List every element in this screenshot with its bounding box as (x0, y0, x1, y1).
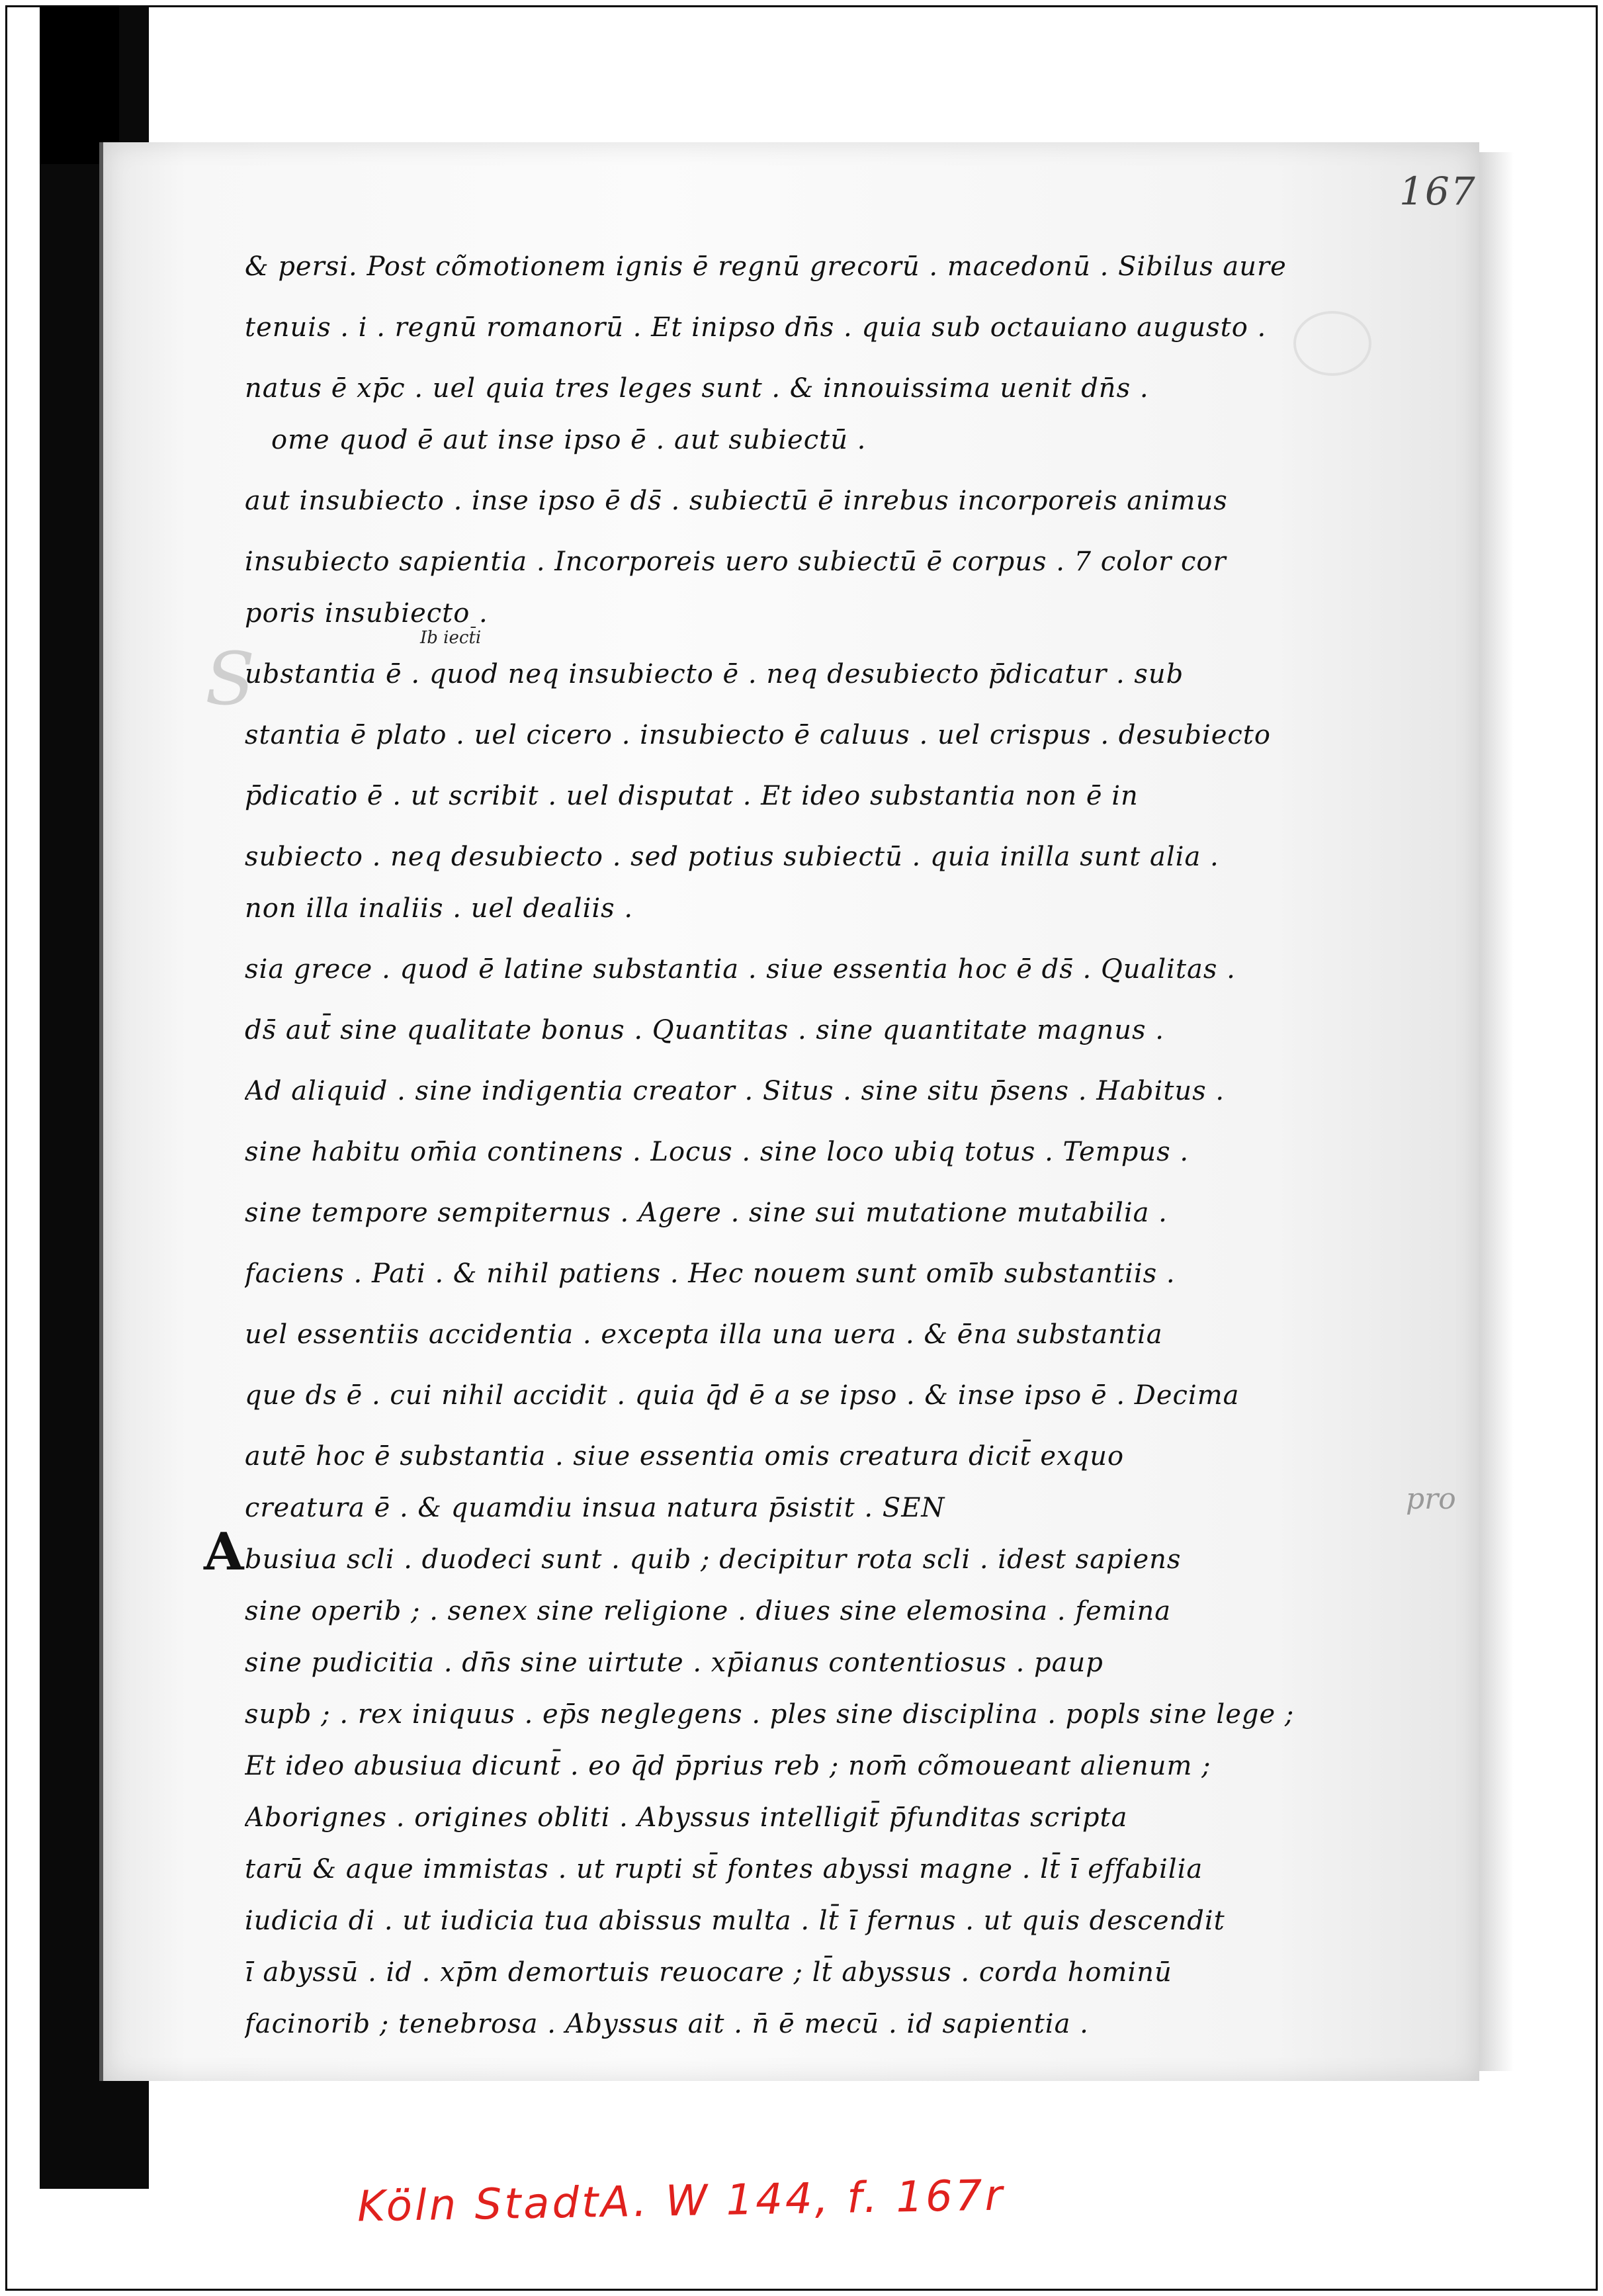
text-line: sine tempore sempiternus . Agere . sine sui mutatione mutabilia . (245, 1198, 1168, 1228)
text-line: tenuis . i . regnū romanorū . Et inipso dn̄s . quia sub octauiano augusto . (245, 312, 1267, 343)
facing-page-edge (1474, 152, 1514, 2071)
text-line: non illa inaliis . uel dealiis . (245, 893, 634, 924)
text-line: tarū & aque immistas . ut rupti st̄ fontes abyssi magne . lt̄ ī effabilia (245, 1854, 1203, 1884)
text-line: Ad aliquid . sine indigentia creator . Situs . sine situ p̄sens . Habitus . (245, 1076, 1225, 1106)
text-line: stantia ē plato . uel cicero . insubiecto ē caluus . uel crispus . desubiecto (245, 720, 1271, 750)
text-line: insubiecto sapientia . Incorporeis uero subiectū ē corpus . 7 color cor (245, 547, 1227, 577)
text-line: sine operib ; . senex sine religione . diues sine elemosina . femina (245, 1596, 1172, 1626)
text-line: Aborignes . origines obliti . Abyssus intelligit̄ p̄funditas scripta (245, 1802, 1128, 1833)
text-line: ds̄ aut̄ sine qualitate bonus . Quantitas . sine quantitate magnus . (245, 1015, 1164, 1045)
text-line: sia grece . quod ē latine substantia . siue essentia hoc ē ds̄ . Qualitas . (245, 954, 1236, 985)
text-line: supb ; . rex iniquus . ep̄s neglegens . ples sine disciplina . popls sine lege ; (245, 1699, 1295, 1730)
text-line: iudicia di . ut iudicia tua abissus multa . lt̄ ī fernus . ut quis descendit (245, 1906, 1225, 1936)
margin-note: pro (1406, 1482, 1456, 1516)
manuscript-text (204, 228, 1383, 2047)
text-line: poris insubiecto . (245, 598, 488, 629)
faded-initial-s: S (205, 637, 255, 721)
text-line: ome quod ē aut inse ipso ē . aut subiectū . (271, 425, 867, 455)
paragraph-abusiua (204, 1522, 1383, 1582)
text-line: aut insubiecto . inse ipso ē ds̄ . subiectū ē inrebus incorporeis animus (245, 486, 1228, 516)
text-line: sine habitu om̄ia continens . Locus . sine loco ubiq totus . Tempus . (245, 1137, 1190, 1167)
paragraph-substantia (205, 628, 1383, 721)
text-line: ubstantia ē . quod neq insubiecto ē . neq desubiecto p̄dicatur . sub (245, 659, 1184, 689)
text-line: & persi. Post cõmotionem ignis ē regnū grecorū . macedonū . Sibilus aure (245, 251, 1287, 282)
binding-edge-top (40, 5, 119, 164)
text-line: autē hoc ē substantia . siue essentia omis creatura dicit̄ exquo (245, 1441, 1125, 1472)
text-line: que ds ē . cui nihil accidit . quia q̄d ē a se ipso . & inse ipso ē . Decima (245, 1380, 1240, 1411)
initial-a: A (204, 1522, 244, 1582)
text-line: natus ē xp̄c . uel quia tres leges sunt . & innouissima uenit dn̄s . (245, 373, 1149, 404)
text-line: ī abyssū . id . xp̄m demortuis reuocare ; lt̄ abyssus . corda hominū (245, 1957, 1172, 1988)
text-line: facinorib ; tenebrosa . Abyssus ait . n̄ ē mecū . id sapientia . (245, 2009, 1089, 2039)
text-line: p̄dicatio ē . ut scribit . uel disputat . Et ideo substantia non ē in (245, 781, 1139, 811)
text-line: subiecto . neq desubiecto . sed potius subiectū . quia inilla sunt alia . (245, 842, 1219, 872)
text-line: faciens . Pati . & nihil patiens . Hec nouem sunt omīb substantiis . (245, 1258, 1176, 1289)
text-line: sine pudicitia . dn̄s sine uirtute . xp̄ianus contentiosus . paup (245, 1648, 1104, 1678)
interlinear-gloss: Ib iect̄i (420, 628, 482, 648)
text-line: creatura ē . & quamdiu insua natura p̄sistit . SEN (245, 1493, 945, 1523)
archive-shelfmark: Köln StadtA. W 144, f. 167r (357, 2171, 1006, 2232)
text-line: busiua scli . duodeci sunt . quib ; decipitur rota scli . idest sapiens (245, 1544, 1182, 1575)
text-line: uel essentiis accidentia . excepta illa una uera . & ēna substantia (245, 1319, 1163, 1350)
text-line: Et ideo abusiua dicunt̄ . eo q̄d p̄prius reb ; nom̄ cõmoueant alienum ; (245, 1751, 1211, 1781)
folio-number: 167 (1399, 169, 1477, 214)
